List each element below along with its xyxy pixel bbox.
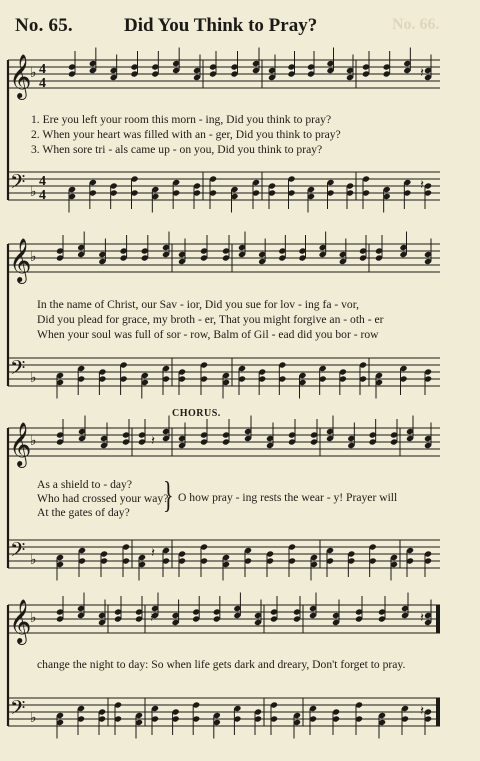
verse-line: 3. When sore tri - als came up - on you, Did you think to pray? [31, 143, 323, 156]
rest-icon: 𝄽 [150, 611, 154, 626]
flat-icon: ♭ [30, 184, 37, 200]
time-signature-top: 4 [39, 62, 46, 77]
verse-line: When your soul was full of sor - row, Balm of Gil - ead did you bor - row [37, 328, 379, 341]
time-signature-top: 4 [39, 174, 46, 189]
rest-icon: 𝄽 [420, 66, 424, 81]
flat-icon: ♭ [30, 370, 37, 386]
rest-icon: 𝄽 [420, 704, 424, 719]
time-signature-bottom: 4 [39, 188, 46, 203]
lyric-brace: } [163, 472, 174, 516]
flat-icon: ♭ [30, 710, 37, 726]
final-barline-icon [436, 605, 440, 633]
rest-icon: 𝄽 [420, 178, 424, 193]
final-line: change the night to day: So when life gets dark and dreary, Don't forget to pray. [37, 658, 406, 671]
notes-group [68, 48, 432, 82]
notes-group [56, 593, 432, 627]
treble-clef-icon: 𝄞 [9, 422, 32, 466]
notes-group [56, 232, 432, 266]
notes-group [68, 175, 432, 212]
bass-clef-icon: 𝄢 [10, 696, 26, 724]
rest-icon: 𝄽 [151, 434, 155, 449]
rest-icon: 𝄽 [420, 611, 424, 626]
chorus-line: O how pray - ing rests the wear - y! Prayer will [178, 491, 398, 504]
treble-clef-icon: 𝄞 [9, 599, 32, 643]
bass-staff [8, 696, 440, 726]
final-barline-icon [436, 698, 440, 726]
hymn-number: No. 65. [15, 15, 73, 36]
flat-icon: ♭ [30, 552, 37, 568]
treble-clef-icon: 𝄞 [9, 54, 32, 98]
treble-staff [8, 54, 440, 100]
verse-line: Did you plead for grace, my broth - er, That you might forgive an - oth - er [37, 313, 384, 326]
treble-staff [8, 599, 440, 645]
bass-clef-icon: 𝄢 [10, 356, 26, 384]
notes-group [56, 416, 432, 450]
bass-clef-icon: 𝄢 [10, 538, 26, 566]
flat-icon: ♭ [30, 433, 37, 449]
flat-icon: ♭ [30, 610, 37, 626]
chorus-label: CHORUS. [172, 408, 221, 419]
treble-clef-icon: 𝄞 [9, 238, 32, 282]
flat-icon: ♭ [30, 249, 37, 265]
chorus-line: At the gates of day? [37, 506, 130, 519]
hymn-title: Did You Think to Pray? [124, 15, 318, 36]
treble-staff [8, 238, 440, 284]
notes-group [56, 543, 432, 580]
time-signature-bottom: 4 [39, 76, 46, 91]
flat-icon: ♭ [30, 65, 37, 81]
bass-clef-icon: 𝄢 [10, 170, 26, 198]
chorus-line: As a shield to - day? [37, 478, 132, 491]
verse-line: 1. Ere you left your room this morn - ing, Did you think to pray? [31, 113, 332, 126]
chorus-line: Who had crossed your way? [37, 492, 169, 505]
verse-line: In the name of Christ, our Sav - ior, Did you sue for lov - ing fa - vor, [37, 298, 360, 311]
rest-icon: 𝄽 [151, 546, 155, 561]
notes-group [56, 361, 432, 398]
notes-group [56, 701, 432, 738]
bleed-through-text: No. 66. [392, 16, 440, 33]
verse-line: 2. When your heart was filled with an - ger, Did you think to pray? [31, 128, 341, 141]
